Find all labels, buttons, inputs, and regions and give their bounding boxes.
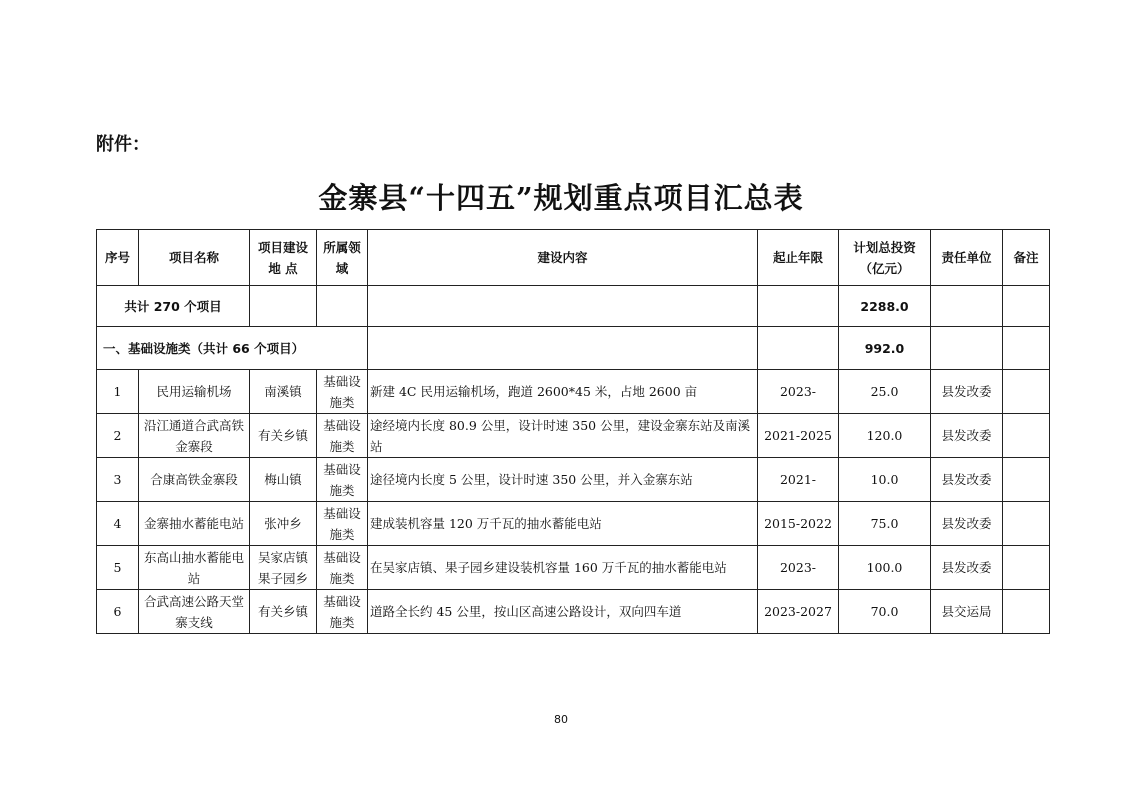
empty-cell bbox=[931, 286, 1003, 327]
row-remarks bbox=[1003, 458, 1050, 502]
empty-cell bbox=[1003, 286, 1050, 327]
row-responsible: 县发改委 bbox=[931, 502, 1003, 546]
table-row bbox=[97, 546, 1050, 590]
row-responsible: 县发改委 bbox=[931, 414, 1003, 458]
header-remarks: 备注 bbox=[1003, 230, 1050, 286]
row-investment: 120.0 bbox=[839, 414, 931, 458]
empty-cell bbox=[758, 327, 839, 370]
row-investment: 10.0 bbox=[839, 458, 931, 502]
project-summary-table bbox=[96, 229, 1050, 634]
row-period: 2015-2022 bbox=[758, 502, 839, 546]
row-field: 基础设施类 bbox=[317, 546, 368, 590]
row-responsible: 县发改委 bbox=[931, 546, 1003, 590]
row-responsible: 县交运局 bbox=[931, 590, 1003, 634]
row-project-name: 合武高速公路天堂寨支线 bbox=[139, 590, 250, 634]
header-responsible: 责任单位 bbox=[931, 230, 1003, 286]
row-investment: 100.0 bbox=[839, 546, 931, 590]
empty-cell bbox=[250, 286, 317, 327]
header-content: 建设内容 bbox=[368, 230, 758, 286]
row-content: 建成装机容量 120 万千瓦的抽水蓄能电站 bbox=[368, 502, 758, 546]
table-row bbox=[97, 502, 1050, 546]
row-remarks bbox=[1003, 414, 1050, 458]
row-location: 有关乡镇 bbox=[250, 414, 317, 458]
total-row bbox=[97, 286, 1050, 327]
category-row bbox=[97, 327, 1050, 370]
row-location: 梅山镇 bbox=[250, 458, 317, 502]
attachment-label: 附件： bbox=[96, 134, 150, 155]
row-project-name: 民用运输机场 bbox=[139, 370, 250, 414]
row-location: 吴家店镇果子园乡 bbox=[250, 546, 317, 590]
header-name: 项目名称 bbox=[139, 230, 250, 286]
row-content: 新建 4C 民用运输机场，跑道 2600*45 米，占地 2600 亩 bbox=[368, 370, 758, 414]
page-number: 80 bbox=[554, 713, 568, 726]
row-period: 2023- bbox=[758, 370, 839, 414]
row-index: 1 bbox=[97, 370, 139, 414]
table-row bbox=[97, 370, 1050, 414]
row-responsible: 县发改委 bbox=[931, 370, 1003, 414]
empty-cell bbox=[931, 327, 1003, 370]
row-location: 张冲乡 bbox=[250, 502, 317, 546]
row-index: 4 bbox=[97, 502, 139, 546]
empty-cell bbox=[758, 286, 839, 327]
row-period: 2023-2027 bbox=[758, 590, 839, 634]
row-period: 2023- bbox=[758, 546, 839, 590]
row-index: 5 bbox=[97, 546, 139, 590]
row-period: 2021-2025 bbox=[758, 414, 839, 458]
row-field: 基础设施类 bbox=[317, 502, 368, 546]
row-field: 基础设施类 bbox=[317, 458, 368, 502]
header-investment: 计划总投资（亿元） bbox=[839, 230, 931, 286]
row-project-name: 沿江通道合武高铁金寨段 bbox=[139, 414, 250, 458]
row-location: 南溪镇 bbox=[250, 370, 317, 414]
row-investment: 25.0 bbox=[839, 370, 931, 414]
row-content: 途经境内长度 80.9 公里，设计时速 350 公里，建设金寨东站及南溪站 bbox=[368, 414, 758, 458]
category-investment: 992.0 bbox=[839, 327, 931, 370]
header-field: 所属领域 bbox=[317, 230, 368, 286]
row-project-name: 金寨抽水蓄能电站 bbox=[139, 502, 250, 546]
row-index: 2 bbox=[97, 414, 139, 458]
row-remarks bbox=[1003, 502, 1050, 546]
row-project-name: 合康高铁金寨段 bbox=[139, 458, 250, 502]
row-field: 基础设施类 bbox=[317, 414, 368, 458]
header-period: 起止年限 bbox=[758, 230, 839, 286]
total-label: 共计 270 个项目 bbox=[97, 286, 250, 327]
total-investment: 2288.0 bbox=[839, 286, 931, 327]
row-field: 基础设施类 bbox=[317, 370, 368, 414]
row-remarks bbox=[1003, 590, 1050, 634]
empty-cell bbox=[368, 286, 758, 327]
document-title: 金寨县“十四五”规划重点项目汇总表 bbox=[318, 181, 804, 215]
row-content: 在吴家店镇、果子园乡建设装机容量 160 万千瓦的抽水蓄能电站 bbox=[368, 546, 758, 590]
row-period: 2021- bbox=[758, 458, 839, 502]
row-index: 3 bbox=[97, 458, 139, 502]
header-location: 项目建设地 点 bbox=[250, 230, 317, 286]
table-row bbox=[97, 458, 1050, 502]
row-investment: 75.0 bbox=[839, 502, 931, 546]
row-content: 途径境内长度 5 公里，设计时速 350 公里，并入金寨东站 bbox=[368, 458, 758, 502]
row-index: 6 bbox=[97, 590, 139, 634]
header-row bbox=[97, 230, 1050, 286]
category-label: 一、基础设施类（共计 66 个项目） bbox=[97, 327, 368, 370]
empty-cell bbox=[368, 327, 758, 370]
table-row bbox=[97, 590, 1050, 634]
row-location: 有关乡镇 bbox=[250, 590, 317, 634]
row-field: 基础设施类 bbox=[317, 590, 368, 634]
row-content: 道路全长约 45 公里，按山区高速公路设计，双向四车道 bbox=[368, 590, 758, 634]
empty-cell bbox=[1003, 327, 1050, 370]
row-responsible: 县发改委 bbox=[931, 458, 1003, 502]
empty-cell bbox=[317, 286, 368, 327]
table-row bbox=[97, 414, 1050, 458]
header-index: 序号 bbox=[97, 230, 139, 286]
row-investment: 70.0 bbox=[839, 590, 931, 634]
row-remarks bbox=[1003, 546, 1050, 590]
row-project-name: 东高山抽水蓄能电站 bbox=[139, 546, 250, 590]
row-remarks bbox=[1003, 370, 1050, 414]
